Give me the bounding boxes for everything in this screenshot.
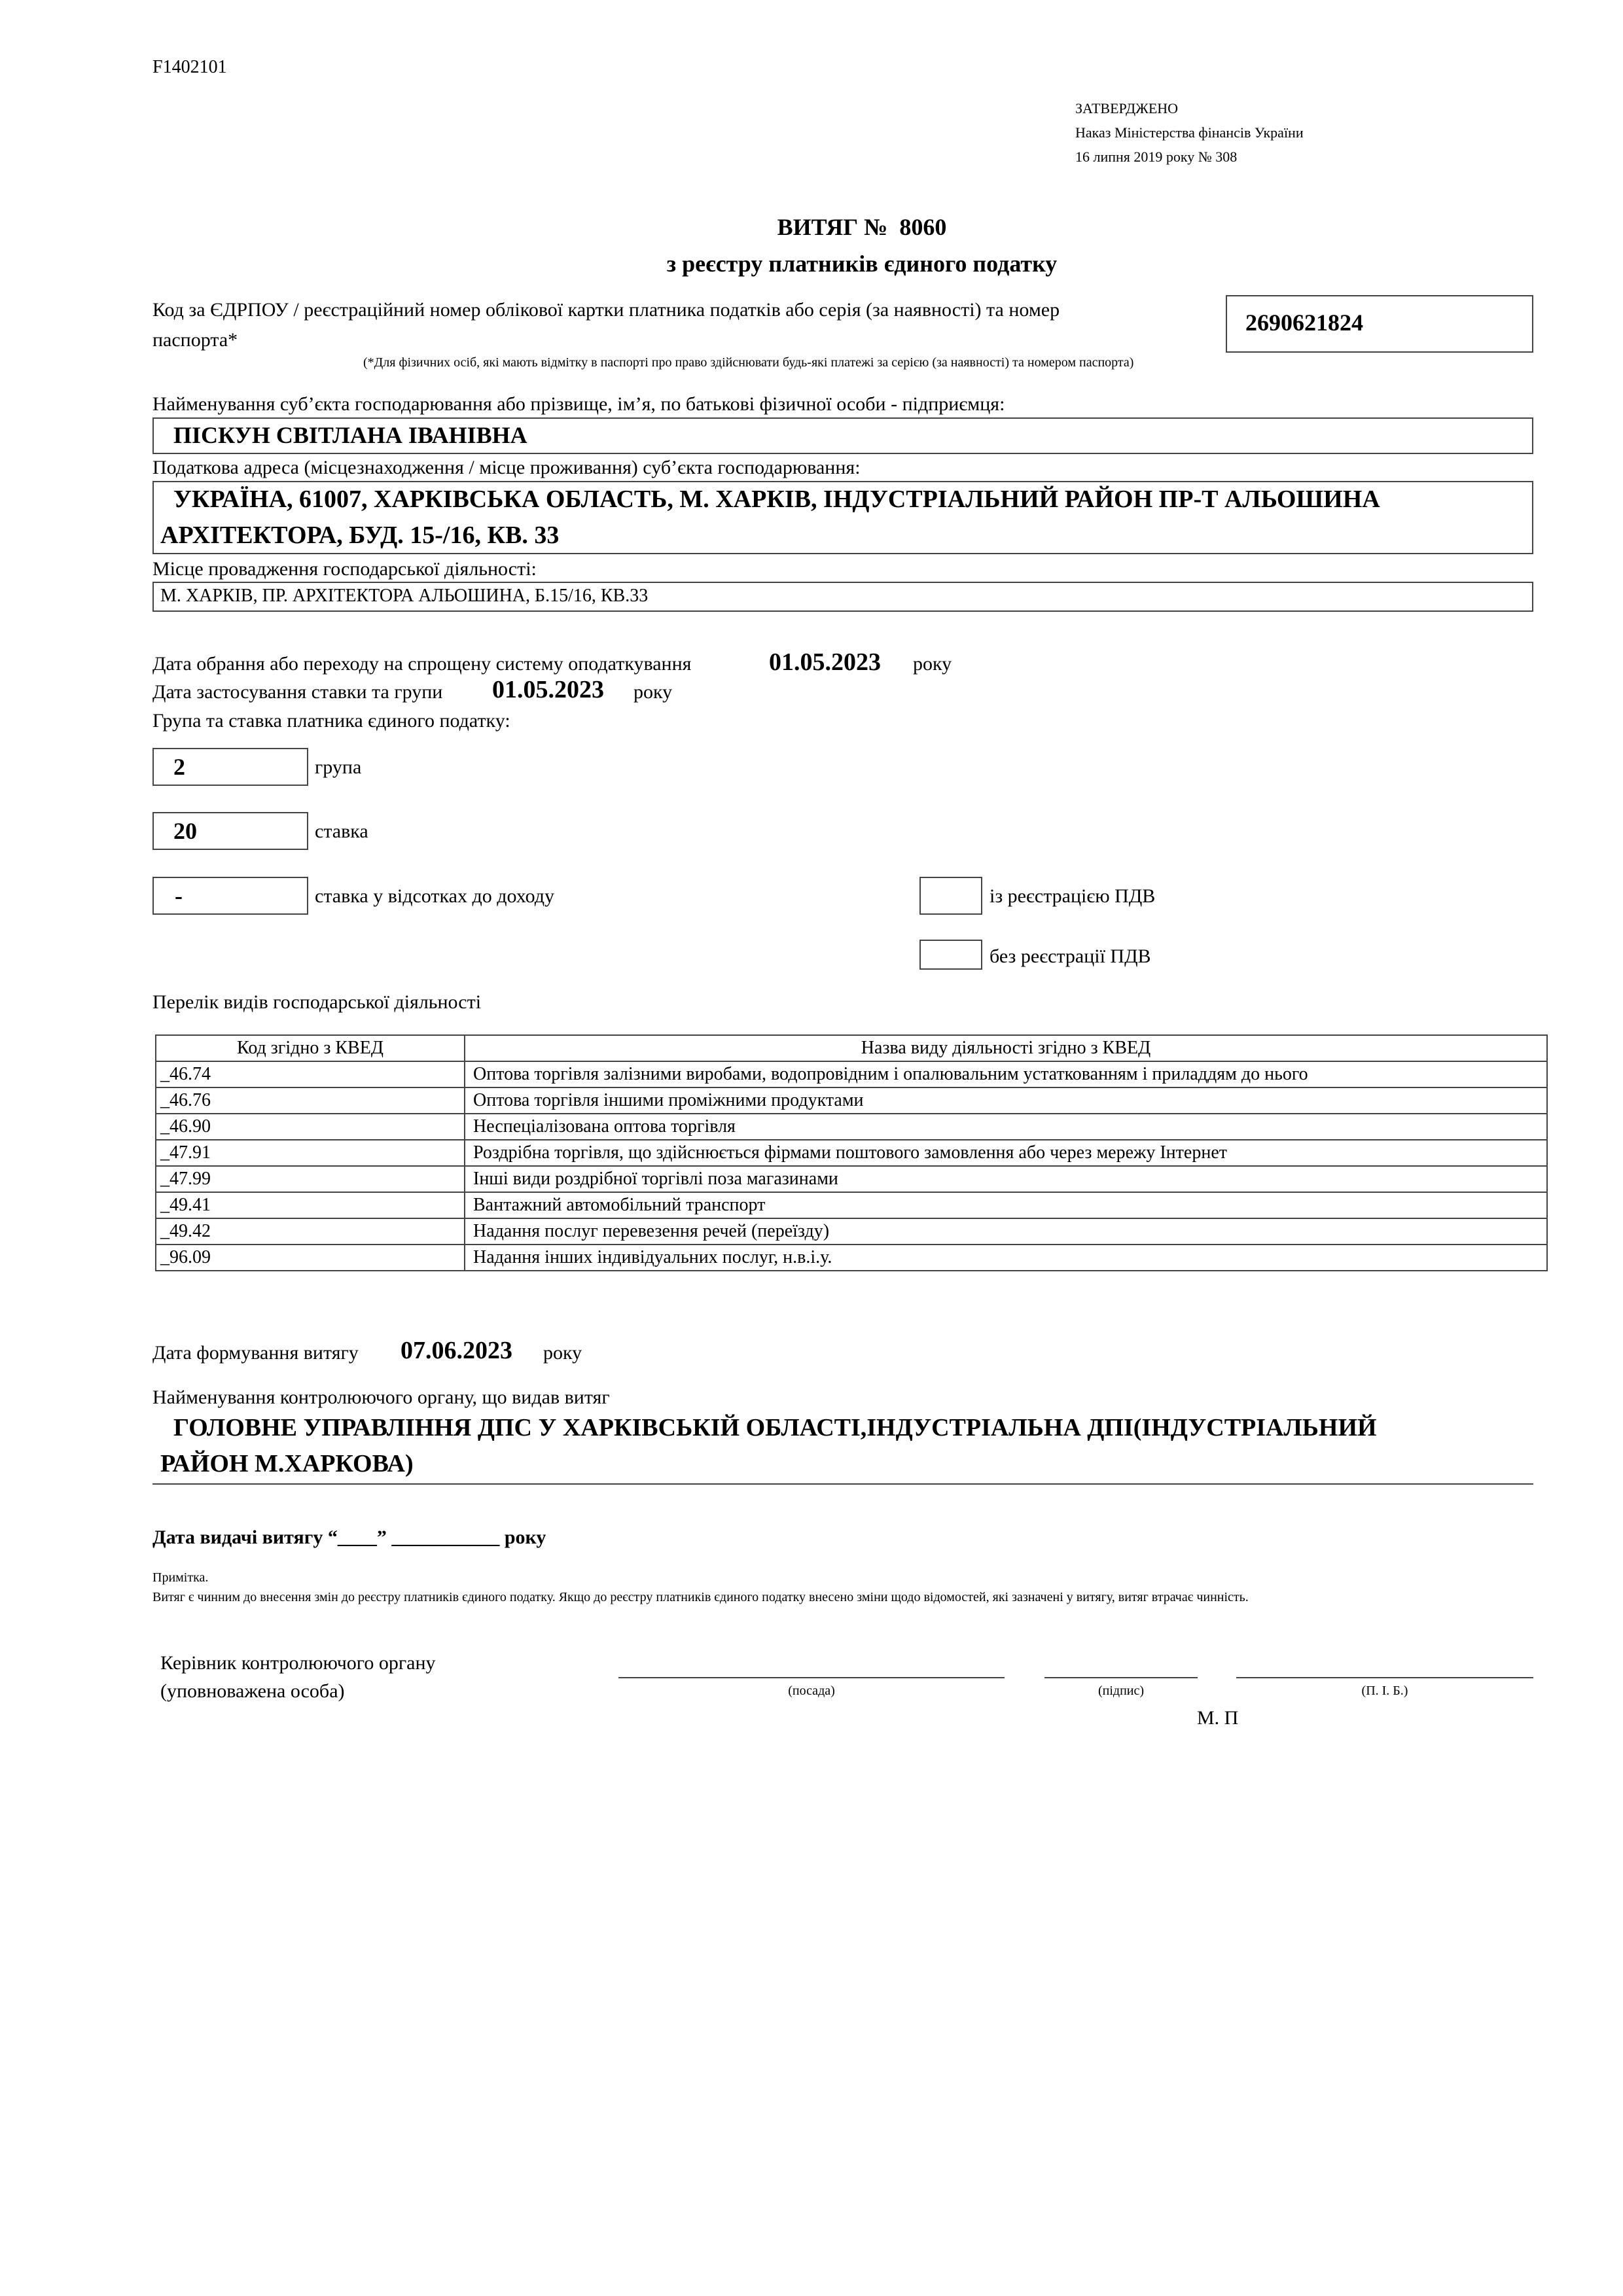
choice-date-year: року	[913, 653, 952, 675]
kved-code: _46.90	[156, 1114, 465, 1140]
kved-code: _49.42	[156, 1218, 465, 1245]
stamp-place: М. П	[1197, 1707, 1239, 1729]
table-row	[156, 1218, 1547, 1245]
name-label: Найменування суб’єкта господарювання або прізвище, ім’я, по батькові фізичної особи - підприємця:	[152, 393, 1005, 415]
kved-header-row	[156, 1035, 1547, 1061]
vat-without-label: без реєстрації ПДВ	[990, 945, 1151, 967]
table-row	[156, 1166, 1547, 1192]
percent-rate-value: -	[175, 883, 183, 909]
table-row	[156, 1245, 1547, 1271]
kved-name: Неспеціалізована оптова торгівля	[465, 1114, 1547, 1140]
rate-date-year: року	[633, 681, 673, 703]
group-value: 2	[173, 754, 185, 780]
document-title: ВИТЯГ № 8060	[777, 214, 947, 240]
approval-line-2: Наказ Міністерства фінансів України	[1075, 124, 1304, 141]
group-label: група	[315, 756, 362, 778]
kved-name: Інші види роздрібної торгівлі поза магазинами	[465, 1166, 1547, 1192]
note-text: Витяг є чинним до внесення змін до реєстру платників єдиного податку. Якщо до реєстру платників єдиного податку внесено зміни щодо відомостей, які зазначені у витягу, витяг втрачає чинність.	[152, 1590, 1249, 1604]
rate-date-value: 01.05.2023	[492, 676, 604, 703]
kved-name: Надання послуг перевезення речей (переїзду)	[465, 1218, 1547, 1245]
issue-date: Дата видачі витягу “____” ___________ року	[152, 1527, 546, 1548]
rate-value: 20	[173, 818, 197, 844]
authority-underline	[152, 1483, 1533, 1485]
address-value-line-1: УКРАЇНА, 61007, ХАРКІВСЬКА ОБЛАСТЬ, М. ХАРКІВ, ІНДУСТРІАЛЬНИЙ РАЙОН ПР-Т АЛЬОШИНА	[173, 486, 1380, 513]
code-footnote: (*Для фізичних осіб, які мають відмітку в паспорті про право здійснювати будь-які платежі за серією (за наявності) та номером паспорта)	[363, 355, 1134, 370]
choice-date-label: Дата обрання або переходу на спрощену систему оподаткування	[152, 653, 692, 675]
code-value: 2690621824	[1245, 309, 1363, 336]
signature-line	[1044, 1677, 1198, 1678]
full-name-line	[1236, 1677, 1533, 1678]
kved-name: Роздрібна торгівля, що здійснюється фірмами поштового замовлення або через мережу Інтернет	[465, 1140, 1547, 1166]
full-name-caption: (П. І. Б.)	[1361, 1684, 1408, 1698]
activities-label: Перелік видів господарської діяльності	[152, 991, 482, 1013]
code-label-line-2: паспорта*	[152, 329, 238, 351]
table-row	[156, 1087, 1547, 1114]
signatory-label-line-2: (уповноважена особа)	[160, 1680, 345, 1702]
kved-name: Вантажний автомобільний транспорт	[465, 1192, 1547, 1218]
formation-date-year: року	[543, 1342, 582, 1364]
kved-code: _46.74	[156, 1061, 465, 1087]
signature-caption: (підпис)	[1097, 1684, 1145, 1698]
table-row	[156, 1061, 1547, 1087]
kved-code: _96.09	[156, 1245, 465, 1271]
kved-code: _49.41	[156, 1192, 465, 1218]
activity-place-value: М. ХАРКІВ, ПР. АРХІТЕКТОРА АЛЬОШИНА, Б.15/16, КВ.33	[160, 586, 649, 606]
choice-date-value: 01.05.2023	[769, 648, 881, 676]
approval-line-3: 16 липня 2019 року № 308	[1075, 149, 1238, 165]
address-label: Податкова адреса (місцезнаходження / місце проживання) суб’єкта господарювання:	[152, 457, 861, 478]
kved-code: _47.99	[156, 1166, 465, 1192]
document-subtitle: з реєстру платників єдиного податку	[666, 251, 1058, 277]
name-value: ПІСКУН СВІТЛАНА ІВАНІВНА	[173, 422, 527, 448]
signatory-label-line-1: Керівник контролюючого органу	[160, 1652, 436, 1674]
approval-line-1: ЗАТВЕРДЖЕНО	[1075, 100, 1179, 116]
rate-label: ставка	[315, 821, 368, 842]
code-label-line-1: Код за ЄДРПОУ / реєстраційний номер облікової картки платника податків або серія (за наявності) та номер	[152, 299, 1060, 321]
authority-label: Найменування контролюючого органу, що видав витяг	[152, 1386, 610, 1408]
activity-place-label: Місце провадження господарської діяльності:	[152, 558, 537, 580]
kved-name: Оптова торгівля іншими проміжними продуктами	[465, 1087, 1547, 1114]
table-row	[156, 1114, 1547, 1140]
authority-value-line-1: ГОЛОВНЕ УПРАВЛІННЯ ДПС У ХАРКІВСЬКІЙ ОБЛАСТІ,ІНДУСТРІАЛЬНА ДПІ(ІНДУСТРІАЛЬНИЙ	[173, 1414, 1377, 1441]
note-title: Примітка.	[152, 1570, 209, 1585]
form-code: F1402101	[152, 57, 227, 77]
kved-name: Оптова торгівля залізними виробами, водопровідним і опалювальним устаткованням і приладдям до нього	[465, 1061, 1547, 1087]
vat-with-label: із реєстрацією ПДВ	[990, 885, 1156, 907]
formation-date-label: Дата формування витягу	[152, 1342, 359, 1364]
position-caption: (посада)	[788, 1684, 835, 1698]
kved-code: _47.91	[156, 1140, 465, 1166]
kved-name: Надання інших індивідуальних послуг, н.в.і.у.	[465, 1245, 1547, 1271]
group-rate-label: Група та ставка платника єдиного податку:	[152, 710, 510, 732]
kved-header-code: Код згідно з КВЕД	[156, 1035, 465, 1061]
rate-date-label: Дата застосування ставки та групи	[152, 681, 443, 703]
kved-header-name: Назва виду діяльності згідно з КВЕД	[465, 1035, 1547, 1061]
authority-value-line-2: РАЙОН М.ХАРКОВА)	[160, 1450, 414, 1477]
table-row	[156, 1192, 1547, 1218]
percent-rate-label: ставка у відсотках до доходу	[315, 885, 554, 907]
kved-code: _46.76	[156, 1087, 465, 1114]
formation-date-value: 07.06.2023	[401, 1337, 512, 1364]
position-line	[618, 1677, 1005, 1678]
address-value-line-2: АРХІТЕКТОРА, БУД. 15-/16, КВ. 33	[160, 521, 560, 549]
vat-with-checkbox	[919, 877, 982, 915]
table-row	[156, 1140, 1547, 1166]
vat-without-checkbox	[919, 940, 982, 970]
kved-table	[155, 1034, 1548, 1271]
